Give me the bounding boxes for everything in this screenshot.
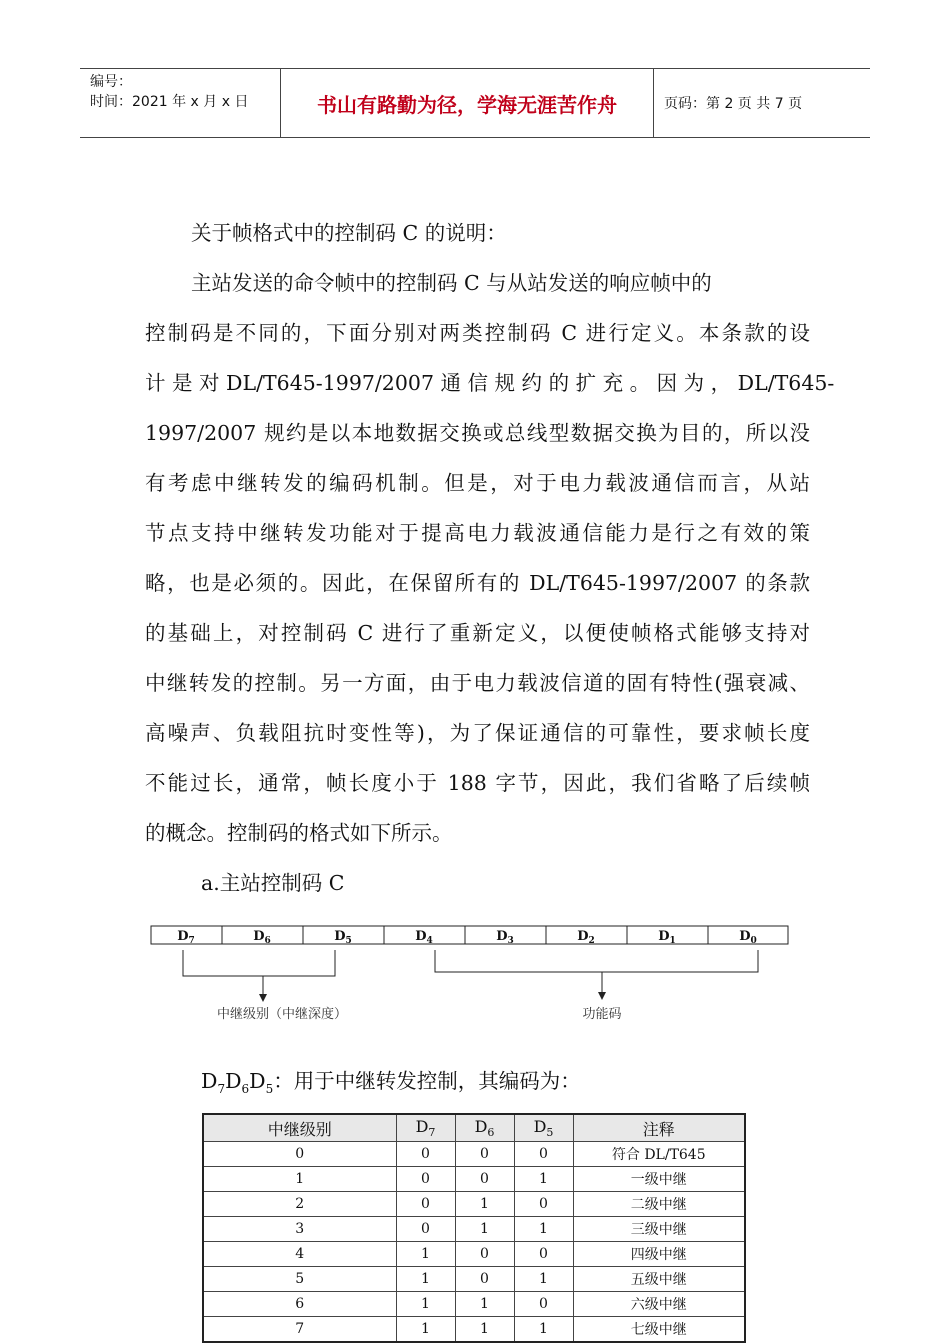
control-code-bit-diagram <box>150 924 790 1028</box>
cell-d5: 0 <box>514 1242 573 1267</box>
para-line: 中继转发的控制。另一方面，由于电力载波信道的固有特性(强衰减、 <box>145 671 810 695</box>
cell-d5: 1 <box>514 1167 573 1192</box>
bit-row-frame <box>151 926 788 944</box>
table-row <box>203 1317 745 1343</box>
cell-d5: 0 <box>514 1192 573 1217</box>
cell-note: 符合 DL/T645 <box>573 1142 745 1167</box>
relay-level-table <box>202 1113 746 1343</box>
table-header-row <box>203 1114 745 1142</box>
table-row <box>203 1242 745 1267</box>
cell-d6: 1 <box>455 1317 514 1343</box>
cell-d5: 1 <box>514 1317 573 1343</box>
para-line: 高噪声、负载阻抗时变性等)，为了保证通信的可靠性，要求帧长度 <box>145 721 810 745</box>
body-paragraph <box>145 258 835 858</box>
bit-label-d6: $D_6$ <box>253 929 271 946</box>
subheading-paragraph <box>145 858 810 908</box>
cell-d7: 1 <box>396 1292 455 1317</box>
table-row <box>203 1267 745 1292</box>
cell-d6: 1 <box>455 1292 514 1317</box>
table-row <box>203 1292 745 1317</box>
cell-d6: 0 <box>455 1267 514 1292</box>
cell-d7: 1 <box>396 1317 455 1343</box>
relay-arrow-head <box>259 994 267 1002</box>
d765-paragraph <box>145 1056 810 1114</box>
para-line: 的基础上，对控制码 C 进行了重新定义，以便使帧格式能够支持对 <box>145 621 810 645</box>
cell-level: 4 <box>203 1242 396 1267</box>
para-line: 1997/2007 规约是以本地数据交换或总线型数据交换为目的，所以没 <box>145 421 810 445</box>
d765-description: $D_7D_6D_5$：用于中继转发控制，其编码为： <box>201 1069 581 1097</box>
col-header-d7: $D_7$ <box>396 1114 455 1142</box>
cell-level: 2 <box>203 1192 396 1217</box>
cell-level: 0 <box>203 1142 396 1167</box>
cell-note: 二级中继 <box>573 1192 745 1217</box>
cell-d5: 1 <box>514 1267 573 1292</box>
para-line: 控制码是不同的，下面分别对两类控制码 C 进行定义。本条款的设 <box>145 321 810 345</box>
page-number-label: 页码：第 2 页 共 7 页 <box>664 96 803 112</box>
col-header-d5: $D_5$ <box>514 1114 573 1142</box>
cell-d6: 0 <box>455 1142 514 1167</box>
cell-level: 3 <box>203 1217 396 1242</box>
cell-d6: 0 <box>455 1167 514 1192</box>
page-header <box>80 68 870 138</box>
col-header-note: 注释 <box>573 1114 745 1142</box>
function-bracket <box>435 950 758 972</box>
bit-label-d1: $D_1$ <box>658 929 676 946</box>
cell-d5: 0 <box>514 1292 573 1317</box>
cell-d6: 0 <box>455 1242 514 1267</box>
bit-label-d7: $D_7$ <box>177 929 195 946</box>
cell-level: 5 <box>203 1267 396 1292</box>
bit-label-d4: $D_4$ <box>415 929 433 946</box>
para-line: 的概念。控制码的格式如下所示。 <box>145 821 453 845</box>
intro-paragraph <box>145 208 810 258</box>
relay-level-label: 中继级别（中继深度） <box>216 1007 348 1022</box>
cell-d7: 0 <box>396 1192 455 1217</box>
cell-d7: 1 <box>396 1242 455 1267</box>
table-row <box>203 1217 745 1242</box>
cell-note: 六级中继 <box>573 1292 745 1317</box>
bit-label-d0: $D_0$ <box>739 929 757 946</box>
cell-note: 三级中继 <box>573 1217 745 1242</box>
cell-d5: 1 <box>514 1217 573 1242</box>
cell-note: 七级中继 <box>573 1317 745 1343</box>
cell-d6: 1 <box>455 1192 514 1217</box>
cell-d5: 0 <box>514 1142 573 1167</box>
table-row <box>203 1167 745 1192</box>
cell-note: 五级中继 <box>573 1267 745 1292</box>
table-row <box>203 1142 745 1167</box>
cell-note: 四级中继 <box>573 1242 745 1267</box>
cell-d7: 0 <box>396 1167 455 1192</box>
header-motto: 书山有路勤为径，学海无涯苦作舟 <box>281 69 654 137</box>
cell-d7: 0 <box>396 1142 455 1167</box>
cell-d6: 1 <box>455 1217 514 1242</box>
table-row <box>203 1192 745 1217</box>
intro-line: 关于帧格式中的控制码 C 的说明： <box>191 221 507 245</box>
cell-d7: 1 <box>396 1267 455 1292</box>
para-line: 有考虑中继转发的编码机制。但是，对于电力载波通信而言，从站 <box>145 471 810 495</box>
para-line: 计 是 对 DL/T645-1997/2007 通 信 规 约 的 扩 充 。 因 为 ， DL/T645- <box>145 371 835 395</box>
para-line: 略，也是必须的。因此，在保留所有的 DL/T645-1997/2007 的条款 <box>145 571 810 595</box>
document-time-label: 时间：2021 年 x 月 x 日 <box>90 94 249 110</box>
col-header-relay-level: 中继级别 <box>203 1114 396 1142</box>
para-line: 节点支持中继转发功能对于提高电力载波通信能力是行之有效的策 <box>145 521 810 545</box>
document-number-label: 编号： <box>90 74 132 90</box>
bit-label-d5: $D_5$ <box>334 929 352 946</box>
relay-bracket <box>183 950 335 976</box>
function-arrow-head <box>598 992 606 1000</box>
section-subheading: a.主站控制码 C <box>201 871 345 895</box>
cell-level: 1 <box>203 1167 396 1192</box>
cell-level: 7 <box>203 1317 396 1343</box>
header-meta <box>80 69 281 137</box>
cell-note: 一级中继 <box>573 1167 745 1192</box>
bit-label-d3: $D_3$ <box>496 929 514 946</box>
cell-d7: 0 <box>396 1217 455 1242</box>
para-line: 主站发送的命令帧中的控制码 C 与从站发送的响应帧中的 <box>191 271 712 295</box>
cell-level: 6 <box>203 1292 396 1317</box>
function-code-label: 功能码 <box>582 1007 622 1022</box>
para-line: 不能过长，通常，帧长度小于 188 字节，因此，我们省略了后续帧 <box>145 771 810 795</box>
bit-label-d2: $D_2$ <box>577 929 595 946</box>
col-header-d6: $D_6$ <box>455 1114 514 1142</box>
